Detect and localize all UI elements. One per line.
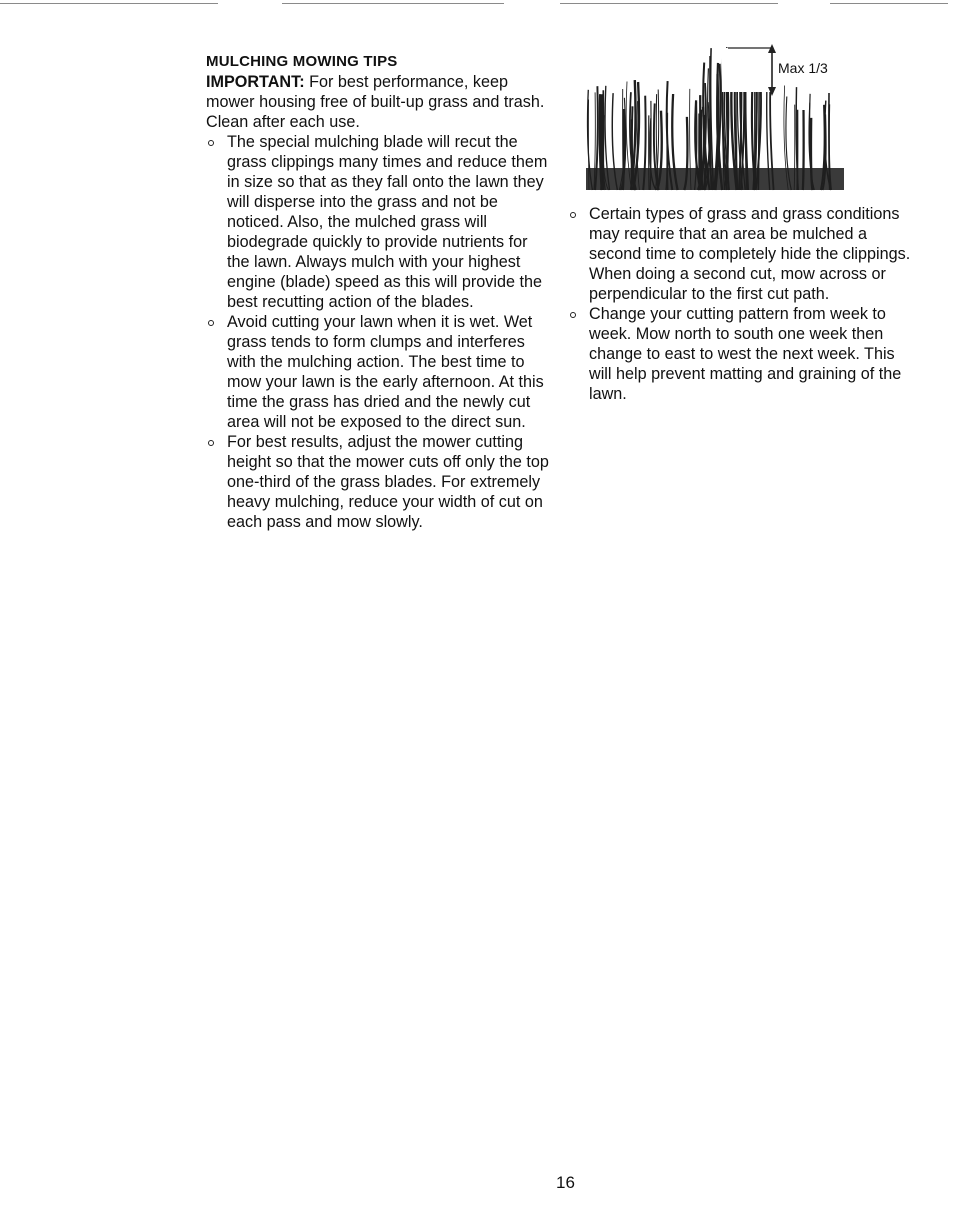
important-text: For best performance, keep mower housing free of built-up grass and trash. Clean after each use. (206, 73, 545, 131)
top-rule-middle (282, 3, 504, 4)
bullet-text: Change your cutting pattern from week to week. Mow north to south one week then change to east to west the next week. This will help prevent matting and graining of the lawn. (589, 305, 902, 403)
bullet-text: For best results, adjust the mower cutting height so that the mower cuts off only the top one-third of the grass blades. For extremely heavy mulching, reduce your width of cut on each pass and mow slowly. (227, 433, 549, 531)
right-bullet-list (568, 204, 918, 404)
page-number: 16 (556, 1173, 575, 1192)
list-item (568, 304, 918, 404)
left-bullet-list (206, 132, 551, 532)
important-label: IMPORTANT: (206, 73, 305, 91)
bullet-text: The special mulching blade will recut the grass clippings many times and reduce them in size so that as they fall onto the lawn they will disperse into the grass and not be noticed. Also, the mulched grass will biodegrade quickly to provide nutrients for the lawn. Always mulch with your highest engine (blade) speed as this will provide the best recutting action of the blades. (227, 133, 548, 311)
bullet-icon (570, 312, 576, 318)
grass-blade (803, 110, 804, 190)
list-item (206, 432, 551, 532)
bullet-icon (208, 320, 214, 326)
bullet-text: Avoid cutting your lawn when it is wet. Wet grass tends to form clumps and interferes with the mulching action. The best time to mow your lawn is the early afternoon. At this time the grass has dried and the newly cut area will not be exposed to the direct sun. (227, 313, 544, 431)
bullet-text: Certain types of grass and grass conditions may require that an area be mulched a second time to completely hide the clippings. When doing a second cut, mow across or perpendicular to the first cut path. (589, 205, 911, 303)
bullet-icon (208, 140, 214, 146)
bullet-icon (570, 212, 576, 218)
right-column (568, 204, 918, 404)
grass-height-illustration (586, 40, 848, 192)
list-item (568, 204, 918, 304)
list-item (206, 132, 551, 312)
top-rule-left (0, 3, 218, 4)
top-rule-far-right (830, 3, 948, 4)
bullet-icon (208, 440, 214, 446)
grass-illustration-svg (586, 40, 848, 192)
section-heading: MULCHING MOWING TIPS (206, 53, 398, 70)
list-item (206, 312, 551, 432)
cut-zone-box (722, 48, 772, 92)
grass-blade (794, 105, 795, 190)
top-rule-right (560, 3, 778, 4)
grass-blade (643, 96, 645, 190)
important-note (206, 72, 551, 132)
left-column (206, 52, 551, 532)
grass-blade (623, 109, 624, 190)
max-label: Max 1/3 (778, 60, 828, 76)
